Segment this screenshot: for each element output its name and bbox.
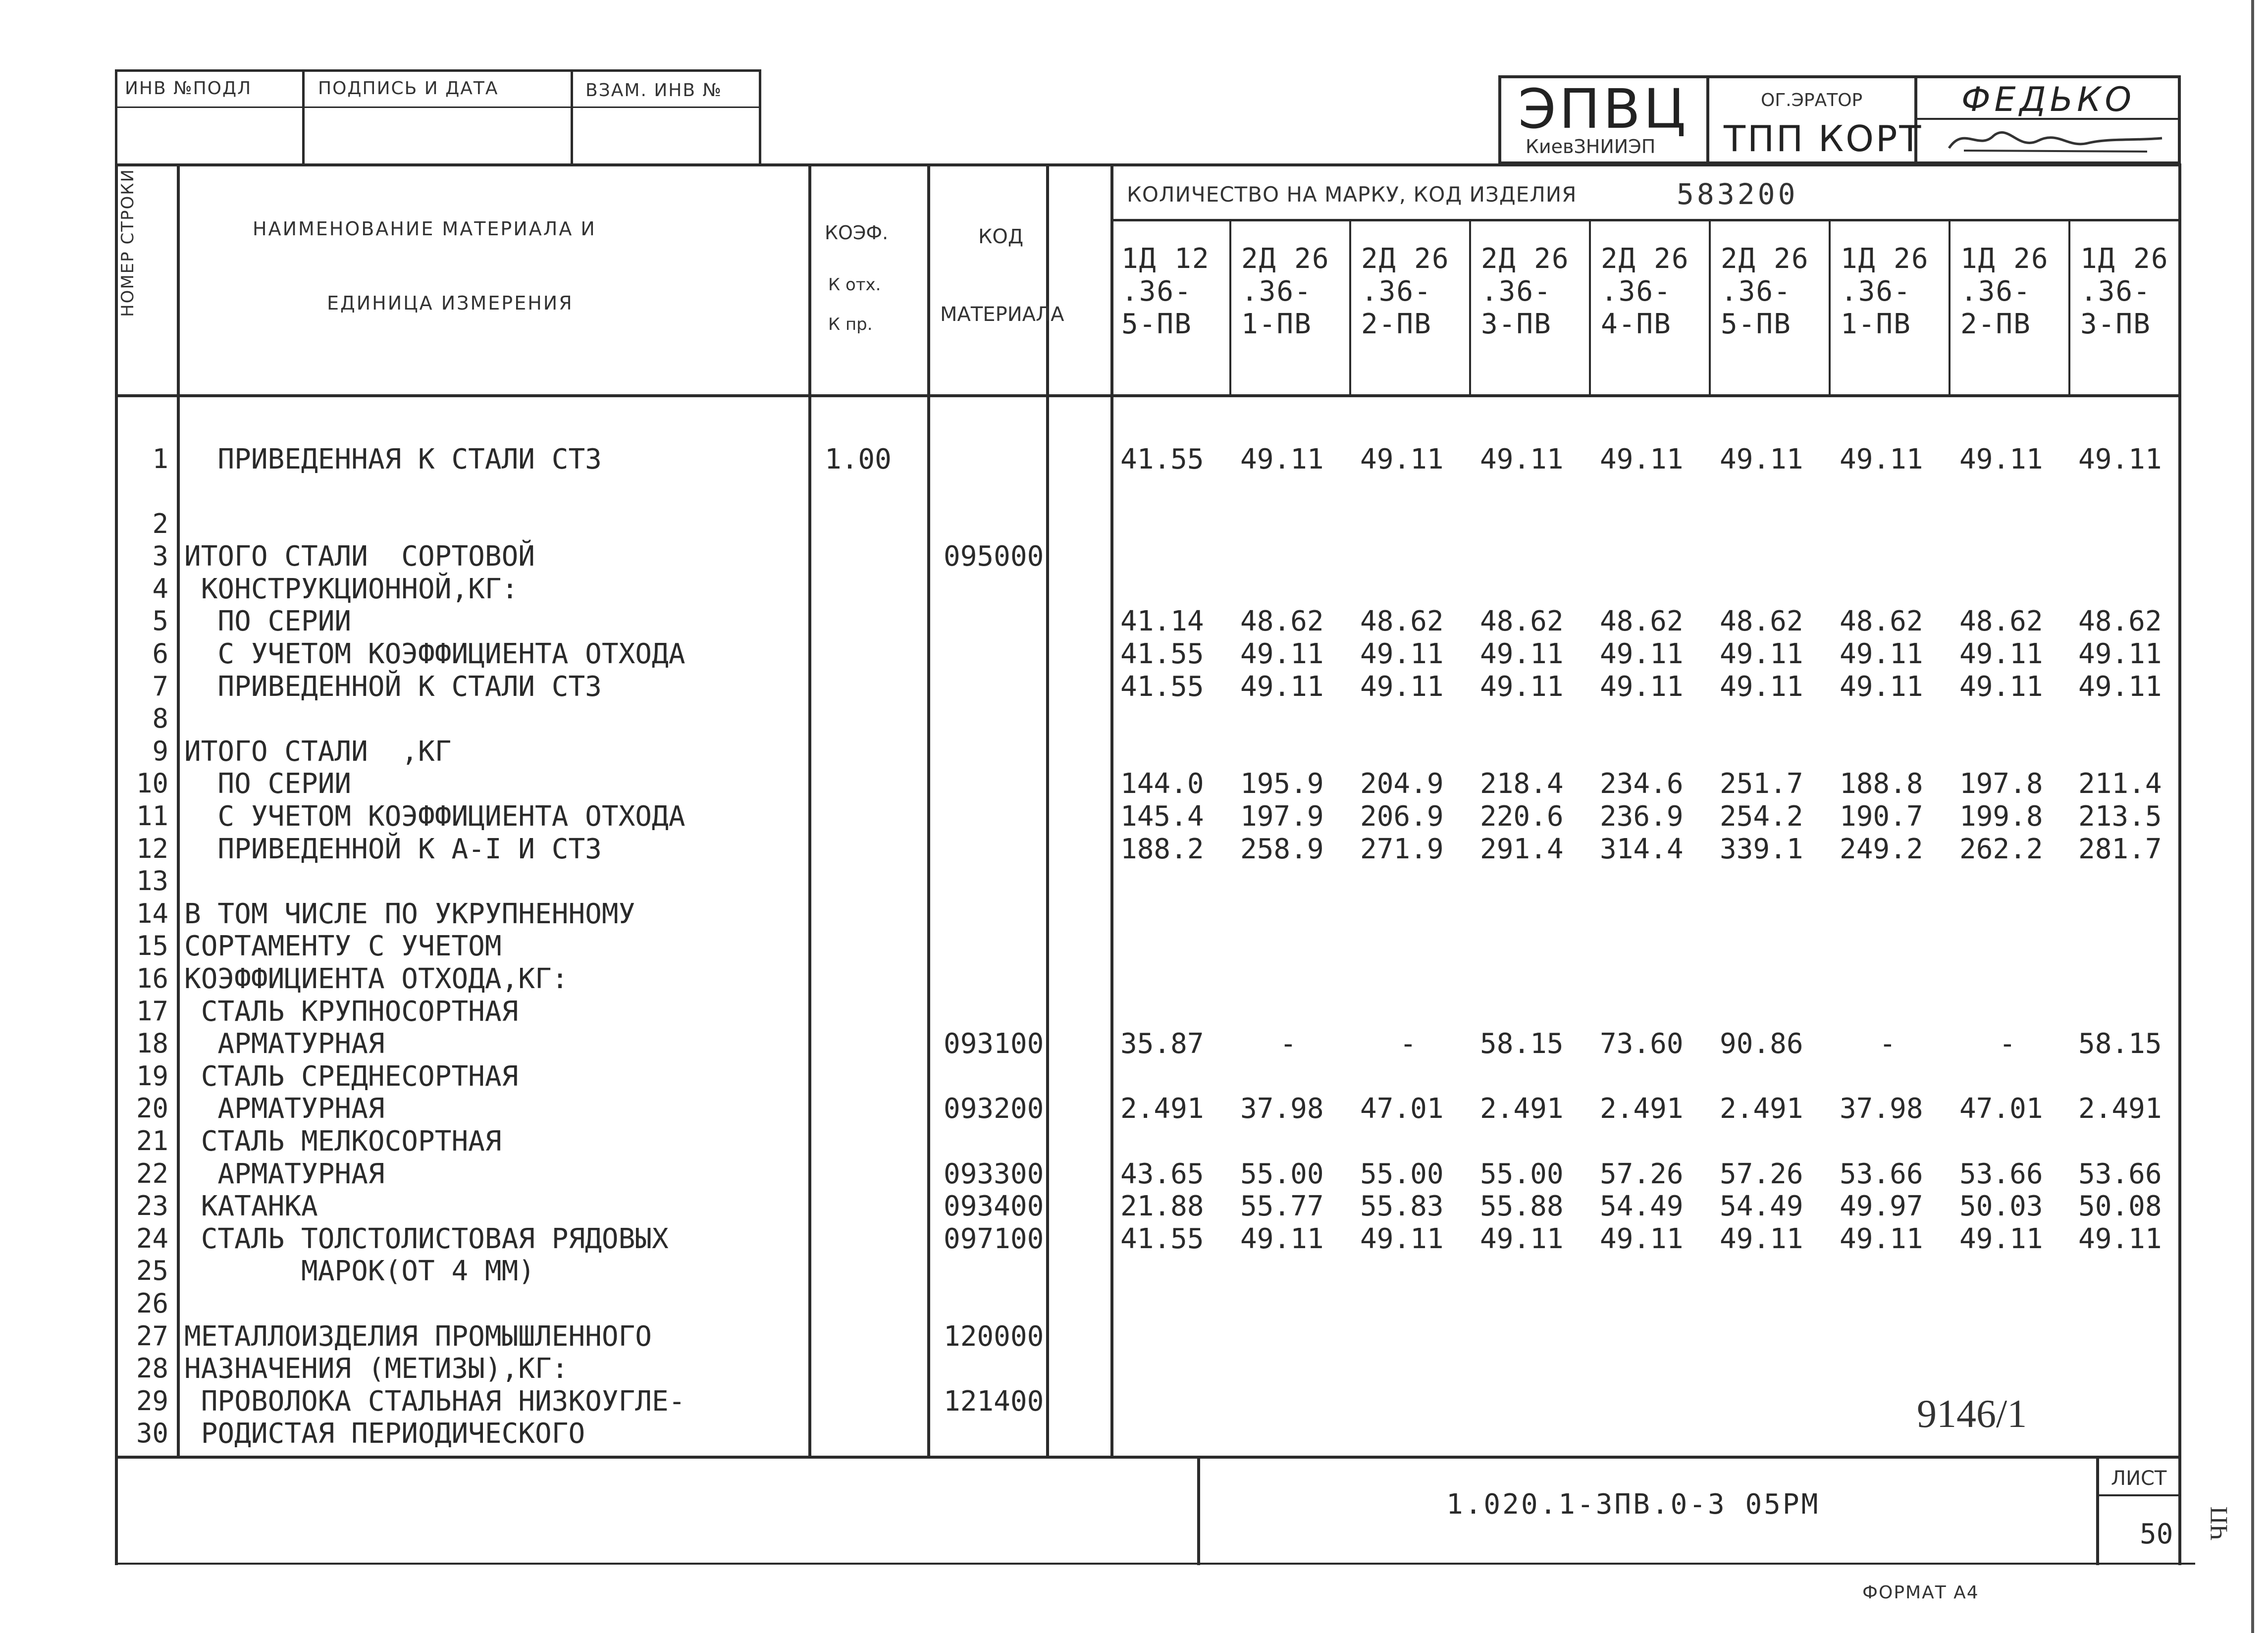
row-value: 50.03 — [1959, 1190, 2043, 1222]
table-row — [0, 865, 2268, 898]
code-header-line2: МАТЕРИАЛА — [940, 303, 1064, 326]
row-number: 12 — [136, 833, 168, 864]
row-value: 53.66 — [1840, 1158, 1923, 1190]
mark-header-line: 1Д 26 — [1960, 243, 2049, 275]
table-row — [0, 768, 2268, 800]
row-value: - — [1999, 1028, 2016, 1060]
row-number: 16 — [136, 963, 168, 994]
mark-header-line: .36- — [1361, 275, 1432, 308]
row-value: 249.2 — [1840, 833, 1923, 865]
mark-header-line: 2Д 26 — [1361, 243, 1450, 275]
row-code: 093100 — [944, 1028, 1044, 1060]
row-number: 25 — [136, 1255, 168, 1286]
side-note: ЧП — [2205, 1506, 2232, 1540]
row-value: 53.66 — [1959, 1158, 2043, 1190]
footer-block — [115, 1459, 2195, 1578]
row-code: 093300 — [944, 1158, 1044, 1190]
mark-header-line: 3-ПВ — [1481, 308, 1552, 340]
row-value: 55.83 — [1360, 1190, 1444, 1222]
row-value: 339.1 — [1720, 833, 1803, 865]
row-number: 21 — [136, 1125, 168, 1157]
row-value: 48.62 — [1720, 605, 1803, 637]
row-value: 49.11 — [1959, 443, 2043, 475]
table-row — [0, 1190, 2268, 1223]
row-value: 55.00 — [1480, 1158, 1564, 1190]
row-number: 28 — [136, 1353, 168, 1384]
name-header-line2: ЕДИНИЦА ИЗМЕРЕНИЯ — [327, 292, 574, 314]
table-row — [0, 963, 2268, 996]
row-code: 120000 — [944, 1320, 1044, 1353]
row-name: С УЧЕТОМ КОЭФФИЦИЕНТА ОТХОДА — [184, 638, 686, 670]
row-number: 30 — [136, 1418, 168, 1449]
row-value: 49.11 — [1480, 1223, 1564, 1255]
table-row — [0, 1223, 2268, 1256]
mark-header-line: 2Д 26 — [1601, 243, 1689, 275]
coef-header-line1: КОЭФ. — [825, 222, 889, 244]
table-row — [0, 638, 2268, 671]
row-number: 1 — [152, 443, 168, 474]
row-code: 093200 — [944, 1093, 1044, 1125]
row-number: 5 — [152, 605, 168, 636]
row-value: 49.11 — [1840, 443, 1923, 475]
row-value: 54.49 — [1720, 1190, 1803, 1222]
row-value: 49.11 — [1480, 671, 1564, 703]
row-value: 37.98 — [1240, 1093, 1324, 1125]
row-name: СОРТАМЕНТУ С УЧЕТОМ — [184, 930, 502, 962]
row-value: 54.49 — [1600, 1190, 1684, 1222]
row-code: 121400 — [944, 1385, 1044, 1418]
row-value: 55.00 — [1360, 1158, 1444, 1190]
coef-header-line3: К пр. — [828, 315, 873, 334]
row-value: 271.9 — [1360, 833, 1444, 865]
signature-name: ФЕДЬКО — [1961, 80, 2136, 119]
row-value: 197.8 — [1959, 768, 2043, 800]
row-value: 49.11 — [2078, 671, 2162, 703]
qty-header-label: КОЛИЧЕСТВО НА МАРКУ, КОД ИЗДЕЛИЯ — [1127, 182, 1577, 207]
row-value: 49.11 — [2078, 638, 2162, 670]
row-value: 314.4 — [1600, 833, 1684, 865]
row-number: 22 — [136, 1158, 168, 1189]
row-value: 49.11 — [1240, 638, 1324, 670]
row-value: 49.11 — [1480, 638, 1564, 670]
vzam-inv-label: ВЗАМ. ИНВ № — [585, 80, 722, 101]
table-row — [0, 443, 2268, 476]
row-value: 21.88 — [1120, 1190, 1204, 1222]
table-row — [0, 605, 2268, 638]
mark-header-line: .36- — [1960, 275, 2031, 308]
row-number: 15 — [136, 930, 168, 961]
mark-header-line: 2-ПВ — [1361, 308, 1432, 340]
mark-header-line: .36- — [1841, 275, 1911, 308]
row-number: 20 — [136, 1093, 168, 1124]
table-row — [0, 540, 2268, 573]
row-value: 49.11 — [1240, 671, 1324, 703]
row-value: 2.491 — [1120, 1093, 1204, 1125]
name-header-line1: НАИМЕНОВАНИЕ МАТЕРИАЛА И — [253, 218, 596, 240]
row-value: 2.491 — [1600, 1093, 1684, 1125]
coef-header-line2: К отх. — [828, 275, 881, 295]
row-name: С УЧЕТОМ КОЭФФИЦИЕНТА ОТХОДА — [184, 800, 686, 833]
row-name: КАТАНКА — [184, 1190, 318, 1222]
table-row — [0, 833, 2268, 866]
row-value: 49.11 — [1720, 1223, 1803, 1255]
row-name: ИТОГО СТАЛИ ,КГ — [184, 736, 452, 768]
row-value: 2.491 — [2078, 1093, 2162, 1125]
row-value: 234.6 — [1600, 768, 1684, 800]
table-row — [0, 1093, 2268, 1125]
row-code: 093400 — [944, 1190, 1044, 1222]
row-name: ПРИВЕДЕННАЯ К СТАЛИ СТ3 — [184, 443, 602, 475]
row-name: АРМАТУРНАЯ — [184, 1093, 385, 1125]
row-number: 6 — [152, 638, 168, 669]
org-name-small: КиевЗНИИЭП — [1526, 136, 1656, 158]
table-row — [0, 736, 2268, 768]
row-value: 37.98 — [1840, 1093, 1923, 1125]
row-value: 58.15 — [2078, 1028, 2162, 1060]
row-value: - — [1879, 1028, 1896, 1060]
row-coef: 1.00 — [825, 443, 892, 475]
row-number: 26 — [136, 1288, 168, 1319]
table-row — [0, 1028, 2268, 1060]
row-value: 204.9 — [1360, 768, 1444, 800]
row-name: АРМАТУРНАЯ — [184, 1158, 385, 1190]
row-value: 55.00 — [1240, 1158, 1324, 1190]
table-row — [0, 1060, 2268, 1093]
row-value: 49.11 — [1720, 638, 1803, 670]
row-name: ПРИВЕДЕННОЙ К СТАЛИ СТ3 — [184, 671, 602, 703]
row-name: В ТОМ ЧИСЛЕ ПО УКРУПНЕННОМУ — [184, 898, 635, 930]
row-value: 197.9 — [1240, 800, 1324, 833]
row-value: 206.9 — [1360, 800, 1444, 833]
row-number: 2 — [152, 508, 168, 539]
row-value: 57.26 — [1600, 1158, 1684, 1190]
row-value: 220.6 — [1480, 800, 1564, 833]
table-row — [0, 703, 2268, 736]
row-value: 48.62 — [1959, 605, 2043, 637]
row-value: 236.9 — [1600, 800, 1684, 833]
row-name: КОЭФФИЦИЕНТА ОТХОДА,КГ: — [184, 963, 569, 995]
row-value: 49.11 — [1840, 671, 1923, 703]
table-row — [0, 1255, 2268, 1288]
row-value: 145.4 — [1120, 800, 1204, 833]
row-value: 262.2 — [1959, 833, 2043, 865]
row-value: 49.11 — [1480, 443, 1564, 475]
rownum-header: НОМЕР СТРОКИ — [118, 168, 138, 317]
row-value: 48.62 — [1840, 605, 1923, 637]
qty-header-code: 583200 — [1677, 177, 1798, 211]
row-value: 49.11 — [1600, 443, 1684, 475]
table-row — [0, 1158, 2268, 1191]
row-value: 55.77 — [1240, 1190, 1324, 1222]
org-name-big: ЭПВЦ — [1518, 77, 1689, 141]
row-value: 188.8 — [1840, 768, 1923, 800]
row-value: - — [1400, 1028, 1417, 1060]
row-value: 48.62 — [1480, 605, 1564, 637]
row-number: 10 — [136, 768, 168, 799]
mark-header-line: 5-ПВ — [1721, 308, 1792, 340]
row-value: 48.62 — [2078, 605, 2162, 637]
row-name: ПРИВЕДЕННОЙ К А-I И СТ3 — [184, 833, 602, 865]
mark-header-line: .36- — [2080, 275, 2151, 308]
row-number: 24 — [136, 1223, 168, 1254]
row-value: 49.11 — [1840, 638, 1923, 670]
row-number: 14 — [136, 898, 168, 929]
row-value: - — [1280, 1028, 1297, 1060]
row-value: 41.55 — [1120, 1223, 1204, 1255]
doc-code: 1.020.1-3ПВ.0-3 05РМ — [1446, 1488, 1820, 1521]
row-value: 49.11 — [1360, 638, 1444, 670]
row-value: 49.11 — [1240, 1223, 1324, 1255]
row-value: 49.11 — [2078, 443, 2162, 475]
scan-edge-line — [2251, 0, 2254, 1633]
row-number: 3 — [152, 540, 168, 572]
row-value: 49.97 — [1840, 1190, 1923, 1222]
mark-header-line: 5-ПВ — [1121, 308, 1192, 340]
table-row — [0, 898, 2268, 931]
row-value: 49.11 — [1959, 638, 2043, 670]
format-label: ФОРМАТ А4 — [1862, 1582, 1979, 1603]
sheet-number: 50 — [2140, 1518, 2173, 1550]
row-number: 18 — [136, 1028, 168, 1059]
row-name: МАРОК(ОТ 4 ММ) — [184, 1255, 535, 1287]
row-value: 47.01 — [1360, 1093, 1444, 1125]
row-number: 19 — [136, 1060, 168, 1092]
row-number: 4 — [152, 573, 168, 604]
row-value: 41.55 — [1120, 671, 1204, 703]
row-value: 291.4 — [1480, 833, 1564, 865]
row-value: 49.11 — [1720, 443, 1803, 475]
row-name: АРМАТУРНАЯ — [184, 1028, 385, 1060]
row-value: 49.11 — [1959, 671, 2043, 703]
mark-header-line: .36- — [1721, 275, 1792, 308]
row-number: 11 — [136, 800, 168, 832]
row-value: 49.11 — [1600, 638, 1684, 670]
row-name: ПРОВОЛОКА СТАЛЬНАЯ НИЗКОУГЛЕ- — [184, 1385, 686, 1418]
row-value: 190.7 — [1840, 800, 1923, 833]
row-value: 47.01 — [1959, 1093, 2043, 1125]
row-name: ПО СЕРИИ — [184, 605, 352, 637]
handwritten-number: 9146/1 — [1917, 1392, 2027, 1436]
code-header-line1: КОД — [978, 225, 1024, 248]
row-value: 57.26 — [1720, 1158, 1803, 1190]
row-value: 49.11 — [2078, 1223, 2162, 1255]
table-row — [0, 930, 2268, 963]
table-row — [0, 573, 2268, 606]
table-row — [0, 508, 2268, 541]
row-value: 254.2 — [1720, 800, 1803, 833]
row-name: РОДИСТАЯ ПЕРИОДИЧЕСКОГО — [184, 1418, 585, 1450]
mark-header-line: 2Д 26 — [1721, 243, 1809, 275]
row-value: 195.9 — [1240, 768, 1324, 800]
row-value: 258.9 — [1240, 833, 1324, 865]
mark-header-line: .36- — [1241, 275, 1312, 308]
row-value: 48.62 — [1600, 605, 1684, 637]
row-number: 27 — [136, 1320, 168, 1352]
row-value: 53.66 — [2078, 1158, 2162, 1190]
row-value: 251.7 — [1720, 768, 1803, 800]
sheet-label: ЛИСТ — [2111, 1467, 2167, 1490]
row-value: 49.11 — [1600, 671, 1684, 703]
row-name: СТАЛЬ КРУПНОСОРТНАЯ — [184, 996, 519, 1028]
mark-header-line: .36- — [1481, 275, 1552, 308]
row-name: КОНСТРУКЦИОННОЙ,КГ: — [184, 573, 519, 605]
row-value: 211.4 — [2078, 768, 2162, 800]
row-value: 41.55 — [1120, 638, 1204, 670]
row-value: 48.62 — [1360, 605, 1444, 637]
table-row — [0, 800, 2268, 833]
row-number: 17 — [136, 996, 168, 1027]
row-number: 23 — [136, 1190, 168, 1221]
table-row — [0, 996, 2268, 1028]
row-value: 49.11 — [1360, 443, 1444, 475]
row-value: 49.11 — [1360, 1223, 1444, 1255]
inv-podl-label: ИНВ №ПОДЛ — [125, 78, 252, 99]
row-value: 218.4 — [1480, 768, 1564, 800]
row-name: НАЗНАЧЕНИЯ (МЕТИЗЫ),КГ: — [184, 1353, 569, 1385]
row-name: ПО СЕРИИ — [184, 768, 352, 800]
table-row — [0, 1288, 2268, 1320]
row-value: 213.5 — [2078, 800, 2162, 833]
mark-header-line: 1Д 26 — [1841, 243, 1929, 275]
row-number: 7 — [152, 671, 168, 702]
table-row — [0, 1320, 2268, 1353]
row-value: 43.65 — [1120, 1158, 1204, 1190]
row-value: 55.88 — [1480, 1190, 1564, 1222]
operator-value: ТПП КОРТ — [1724, 118, 1923, 159]
operator-label: ОГ.ЭРАТОР — [1761, 90, 1863, 110]
mark-header-line: 1-ПВ — [1841, 308, 1911, 340]
row-name: МЕТАЛЛОИЗДЕЛИЯ ПРОМЫШЛЕННОГО — [184, 1320, 652, 1353]
row-value: 199.8 — [1959, 800, 2043, 833]
row-name: СТАЛЬ ТОЛСТОЛИСТОВАЯ РЯДОВЫХ — [184, 1223, 669, 1255]
row-code: 097100 — [944, 1223, 1044, 1255]
row-number: 13 — [136, 865, 168, 896]
mark-header-line: 2-ПВ — [1960, 308, 2031, 340]
row-number: 9 — [152, 736, 168, 767]
row-value: 41.55 — [1120, 443, 1204, 475]
row-value: 188.2 — [1120, 833, 1204, 865]
row-value: 73.60 — [1600, 1028, 1684, 1060]
row-value: 49.11 — [1959, 1223, 2043, 1255]
row-value: 144.0 — [1120, 768, 1204, 800]
row-name: СТАЛЬ МЕЛКОСОРТНАЯ — [184, 1125, 502, 1158]
row-value: 49.11 — [1840, 1223, 1923, 1255]
row-number: 8 — [152, 703, 168, 734]
row-value: 2.491 — [1480, 1093, 1564, 1125]
mark-header-line: 1-ПВ — [1241, 308, 1312, 340]
row-value: 50.08 — [2078, 1190, 2162, 1222]
mark-header-line: 2Д 26 — [1481, 243, 1570, 275]
row-value: 49.11 — [1360, 671, 1444, 703]
row-value: 281.7 — [2078, 833, 2162, 865]
row-value: 90.86 — [1720, 1028, 1803, 1060]
mark-header-line: .36- — [1601, 275, 1672, 308]
table-row — [0, 671, 2268, 703]
mark-header-line: .36- — [1121, 275, 1192, 308]
mark-header-line: 2Д 26 — [1241, 243, 1330, 275]
row-value: 35.87 — [1120, 1028, 1204, 1060]
table-row — [0, 1125, 2268, 1158]
mark-header-line: 1Д 12 — [1121, 243, 1210, 275]
row-value: 48.62 — [1240, 605, 1324, 637]
mark-header-line: 4-ПВ — [1601, 308, 1672, 340]
row-number: 29 — [136, 1385, 168, 1417]
row-value: 49.11 — [1720, 671, 1803, 703]
row-value: 49.11 — [1600, 1223, 1684, 1255]
mark-header-line: 3-ПВ — [2080, 308, 2151, 340]
row-code: 095000 — [944, 540, 1044, 573]
table-row — [0, 1353, 2268, 1385]
row-name: ИТОГО СТАЛИ СОРТОВОЙ — [184, 540, 535, 573]
row-value: 41.14 — [1120, 605, 1204, 637]
row-value: 2.491 — [1720, 1093, 1803, 1125]
row-name: СТАЛЬ СРЕДНЕСОРТНАЯ — [184, 1060, 519, 1093]
row-value: 49.11 — [1240, 443, 1324, 475]
mark-header-line: 1Д 26 — [2080, 243, 2169, 275]
row-value: 58.15 — [1480, 1028, 1564, 1060]
podpis-data-label: ПОДПИСЬ И ДАТА — [318, 78, 499, 99]
